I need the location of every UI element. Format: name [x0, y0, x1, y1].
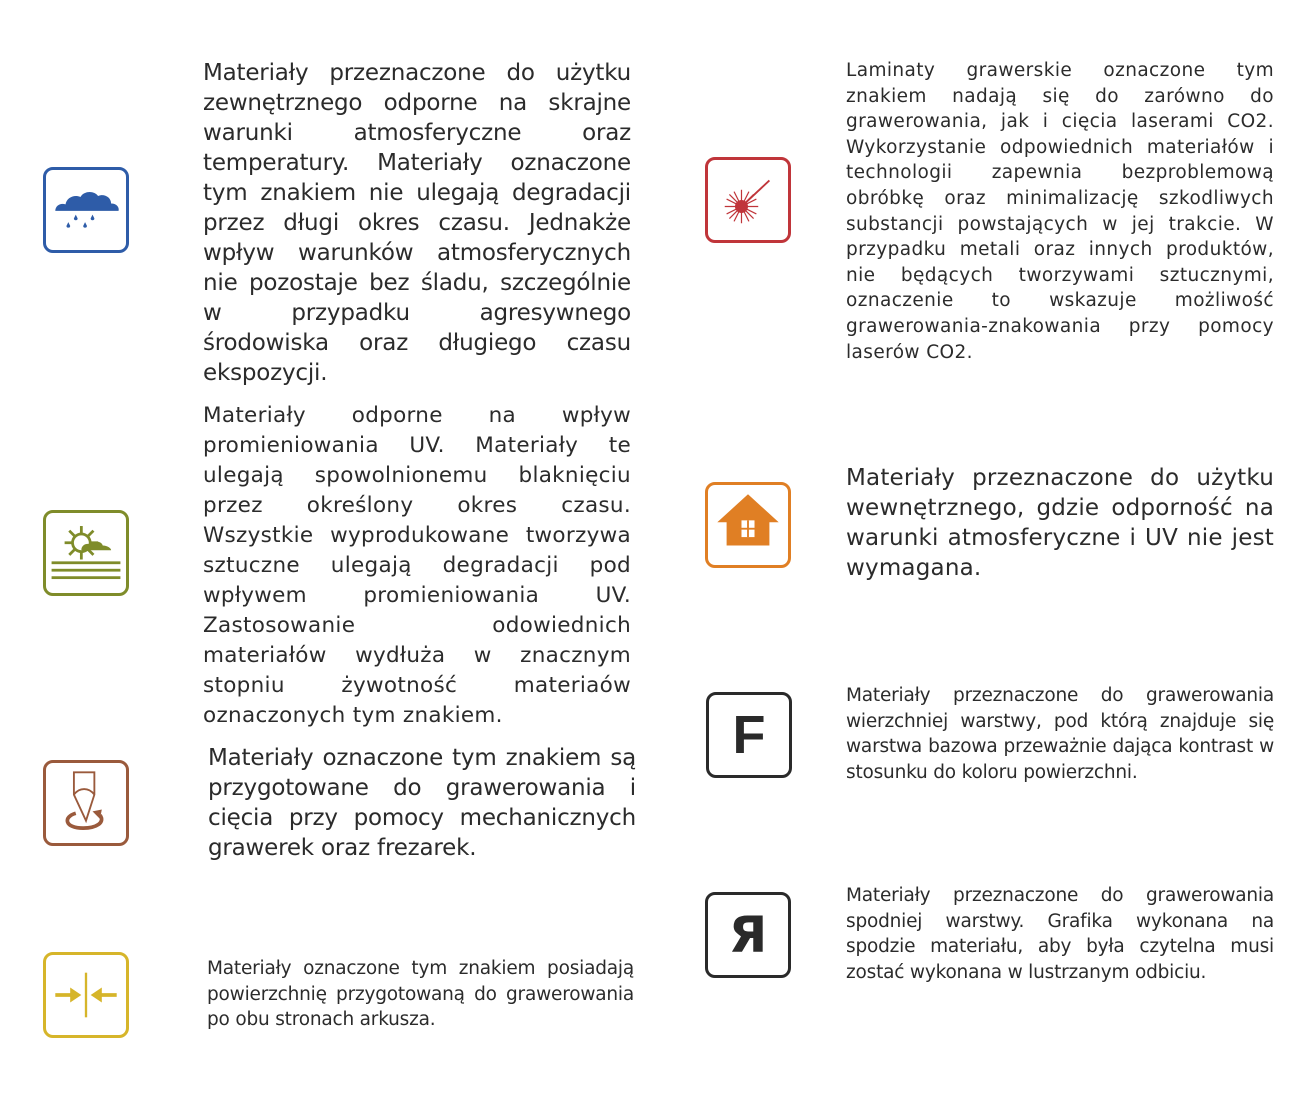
uv-description: Materiały odporne na wpływ promieniowania UV. Materiały te ulegają spowolnionemu blaknięciu przez określony okres czasu. Wszystkie wyprodukowane tworzywa sztuczne ulegają degradacji pod wpływem promieniowania UV. Zastosowanie odowiednich materiałów wydłuża w znacznym stopniu żywotność materiaów oznaczonych tym znakiem.: [203, 403, 631, 728]
reverse-engraving-description: Materiały przeznaczone do grawerowania spodniej warstwy. Grafika wykonana na spodzie materiału, aby była czytelna musi zostać wykonana w lustrzanym odbiciu.: [846, 885, 1274, 983]
laser-icon: [705, 157, 791, 243]
double-sided-arrows-icon: [43, 952, 129, 1038]
double-sided-description: Materiały oznaczone tym znakiem posiadają powierzchnię przygotowaną do grawerowania po obu stronach arkusza.: [207, 958, 634, 1031]
reverse-glyph: Я: [728, 906, 768, 964]
laser-description: Laminaty grawerskie oznaczone tym znakiem nadają się do zarówno do grawerowania, jak i cięcia laserami CO2. Wykorzystanie odpowiednich materiałów i technologii zapewnia bezproblemową obróbkę oraz minimalizację szkodliwych substancji powstających w jej trakcie. W przypadku metali oraz innych produktów, nie będących tworzywami sztucznymi, oznaczenie to wskazuje możliwość grawerowania-znakowania przy pomocy laserów CO2.: [846, 60, 1274, 363]
indoor-description: Materiały przeznaczone do użytku wewnętrznego, gdzie odporność na warunki atmosferyczne i UV nie jest wymagana.: [846, 465, 1274, 581]
reverse-engraving-icon: [705, 892, 791, 978]
front-engraving-description: Materiały przeznaczone do grawerowania wierzchniej warstwy, pod którą znajduje się warstwa bazowa przeważnie dająca kontrast w stosunku do koloru powierzchni.: [846, 685, 1274, 783]
house-icon: [705, 482, 791, 568]
outdoor-description: Materiały przeznaczone do użytku zewnętrznego odporne na skrajne warunki atmosferyczne oraz temperatury. Materiały oznaczone tym znakiem nie ulegają degradacji przez długi okres czasu. Jednakże wpływ warunków atmosferycznych nie pozostaje bez śladu, szczególnie w przypadku agresywnego środowiska oraz długiego czasu ekspozycji.: [203, 60, 631, 386]
front-glyph: F: [732, 705, 766, 765]
sun-cloud-icon: [43, 510, 129, 596]
mechanical-description: Materiały oznaczone tym znakiem są przygotowane do grawerowania i cięcia przy pomocy mechanicznych grawerek oraz frezarek.: [208, 745, 636, 861]
front-engraving-icon: [706, 692, 792, 778]
engraving-bit-icon: [43, 760, 129, 846]
rain-cloud-icon: [43, 167, 129, 253]
